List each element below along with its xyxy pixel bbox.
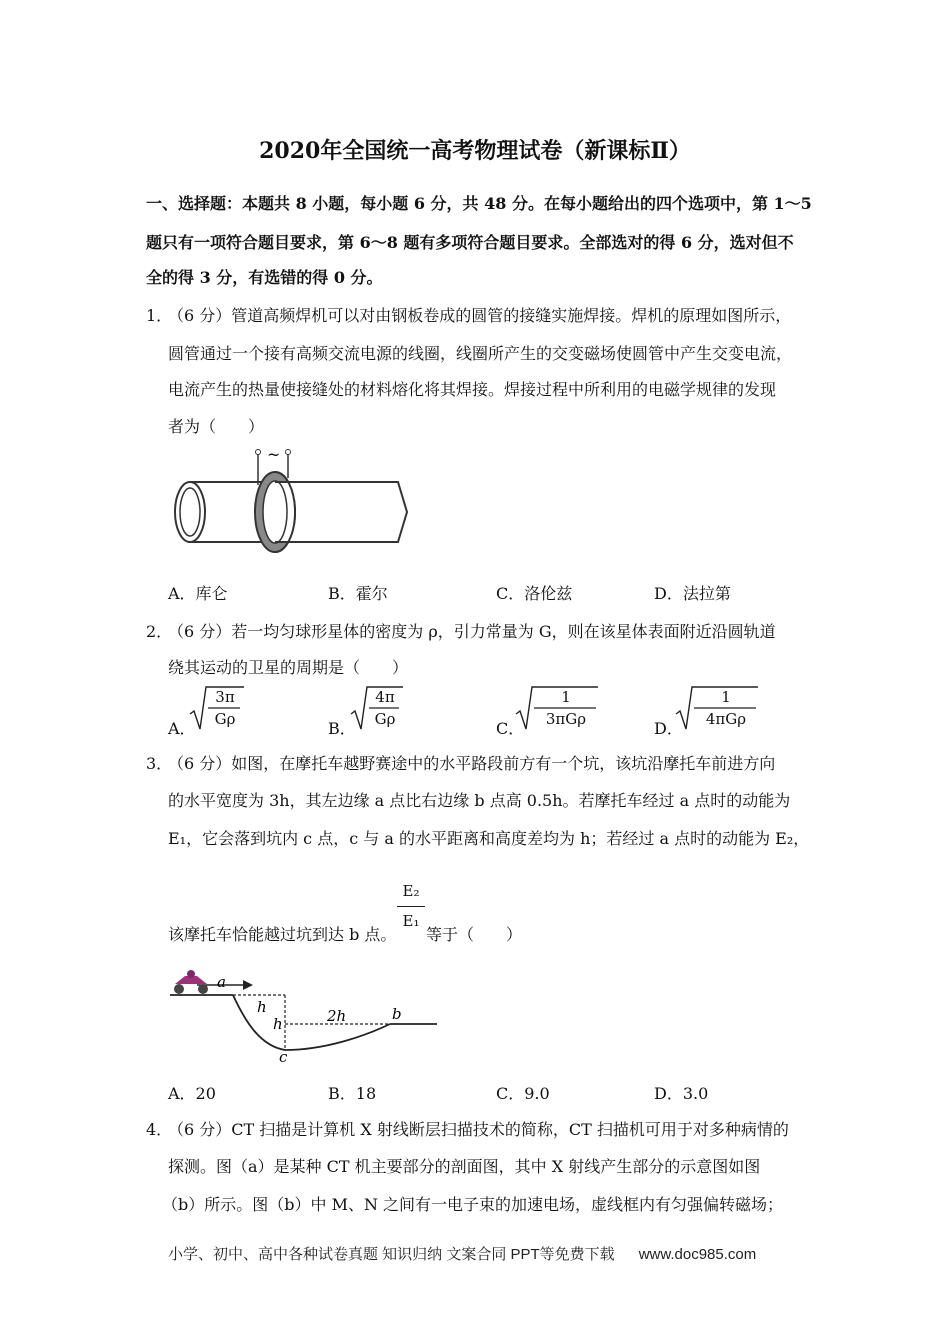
q3-line-4-end: 等于（ ） bbox=[426, 925, 523, 944]
footer-url[interactable]: www.doc985.com bbox=[638, 1246, 757, 1263]
point-b-label: b bbox=[392, 1005, 402, 1023]
page-title: 2020年全国统一高考物理试卷（新课标Ⅱ） bbox=[259, 138, 691, 164]
section-instructions-line-2: 题只有一项符合题目要求，第 6～8 题有多项符合题目要求。全部选对的得 6 分，选对但不 bbox=[146, 233, 794, 252]
q2-option-d-numerator: 1 bbox=[721, 688, 731, 706]
q3-line-1: （6 分）如图，在摩托车越野赛途中的水平路段前方有一个坑，该坑沿摩托车前进方向 bbox=[168, 754, 776, 773]
q3-option-a: A．20 bbox=[168, 1084, 216, 1103]
q1-option-a: A．库仑 bbox=[168, 584, 228, 603]
q4-number: 4． bbox=[146, 1120, 173, 1139]
section-instructions-line-1: 一、选择题：本题共 8 小题，每小题 6 分，共 48 分。在每小题给出的四个选项中，第 1～5 bbox=[146, 194, 812, 213]
q3-line-2: 的水平宽度为 3h，其左边缘 a 点比右边缘 b 点高 0.5h。若摩托车经过 a 点时的动能为 bbox=[168, 791, 791, 810]
q2-option-a-numerator: 3π bbox=[215, 688, 235, 706]
q1-number: 1． bbox=[146, 306, 173, 325]
point-a-label: a bbox=[217, 973, 226, 991]
q4-line-3: （b）所示。图（b）中 M、N 之间有一电子束的加速电场，虚线框内有匀强偏转磁场； bbox=[162, 1195, 784, 1214]
q2-number: 2． bbox=[146, 622, 173, 641]
q3-line-4: 该摩托车恰能越过坑到达 b 点。 bbox=[168, 925, 397, 944]
q1-option-b: B．霍尔 bbox=[328, 584, 388, 603]
q2-option-b-denominator: Gρ bbox=[374, 710, 396, 728]
point-c-label: c bbox=[279, 1048, 288, 1066]
q2-option-d-denominator: 4πGρ bbox=[705, 710, 747, 728]
q1-line-3: 电流产生的热量使接缝处的材料熔化将其焊接。焊接过程中所利用的电磁学规律的发现 bbox=[168, 380, 777, 399]
q2-option-b-numerator: 4π bbox=[375, 688, 395, 706]
page-footer bbox=[168, 1243, 756, 1264]
q1-line-2: 圆管通过一个接有高频交流电源的线圈，线圈所产生的交变磁场使圆管中产生交变电流， bbox=[168, 344, 793, 363]
q2-option-a-label: A． bbox=[168, 719, 196, 738]
q1-line-4: 者为（ ） bbox=[168, 417, 265, 436]
q4-line-1: （6 分）CT 扫描是计算机 X 射线断层扫描技术的简称，CT 扫描机可用于对多种病情的 bbox=[168, 1120, 789, 1139]
q2-line-1: （6 分）若一均匀球形星体的密度为 ρ，引力常量为 G，则在该星体表面附近沿圆轨道 bbox=[168, 622, 776, 641]
q3-option-d: D．3.0 bbox=[654, 1084, 709, 1103]
q1-option-d: D．法拉第 bbox=[654, 584, 731, 603]
q2-option-c-denominator: 3πGρ bbox=[545, 710, 587, 728]
q2-option-b-label: B． bbox=[328, 719, 356, 738]
height-h-label-1: h bbox=[257, 998, 267, 1016]
q2-option-d-label: D． bbox=[654, 719, 683, 738]
motorcycle-icon bbox=[174, 970, 208, 994]
q2-option-c-numerator: 1 bbox=[561, 688, 571, 706]
q4-line-2: 探测。图（a）是某种 CT 机主要部分的剖面图，其中 X 射线产生部分的示意图如图 bbox=[168, 1157, 761, 1176]
q1-option-c: C．洛伦兹 bbox=[496, 584, 573, 603]
q3-number: 3． bbox=[146, 754, 173, 773]
q1-line-1: （6 分）管道高频焊机可以对由钢板卷成的圆管的接缝实施焊接。焊机的原理如图所示， bbox=[168, 306, 792, 325]
q3-option-b: B．18 bbox=[328, 1084, 377, 1103]
q3-pit-figure bbox=[165, 966, 445, 1066]
height-h-label-2: h bbox=[273, 1015, 283, 1033]
q3-fraction-denominator: E₁ bbox=[402, 912, 420, 930]
ac-source-symbol: ~ bbox=[267, 445, 281, 464]
section-instructions-line-3: 全的得 3 分，有选错的得 0 分。 bbox=[146, 268, 383, 287]
q3-fraction-bar bbox=[397, 906, 425, 907]
q3-line-3: E₁，它会落到坑内 c 点，c 与 a 的水平距离和高度差均为 h；若经过 a 点时的动能为 E₂， bbox=[168, 829, 810, 848]
q1-pipe-figure bbox=[160, 440, 420, 560]
q3-fraction-numerator: E₂ bbox=[402, 882, 420, 900]
q2-option-a-denominator: Gρ bbox=[214, 710, 236, 728]
width-2h-label: 2h bbox=[327, 1007, 347, 1025]
q2-option-c-label: C． bbox=[496, 719, 525, 738]
q3-option-c: C．9.0 bbox=[496, 1084, 550, 1103]
footer-text: 小学、初中、高中各种试卷真题 知识归纳 文案合同 PPT等免费下载 bbox=[168, 1246, 615, 1263]
q2-line-2: 绕其运动的卫星的周期是（ ） bbox=[168, 658, 409, 677]
